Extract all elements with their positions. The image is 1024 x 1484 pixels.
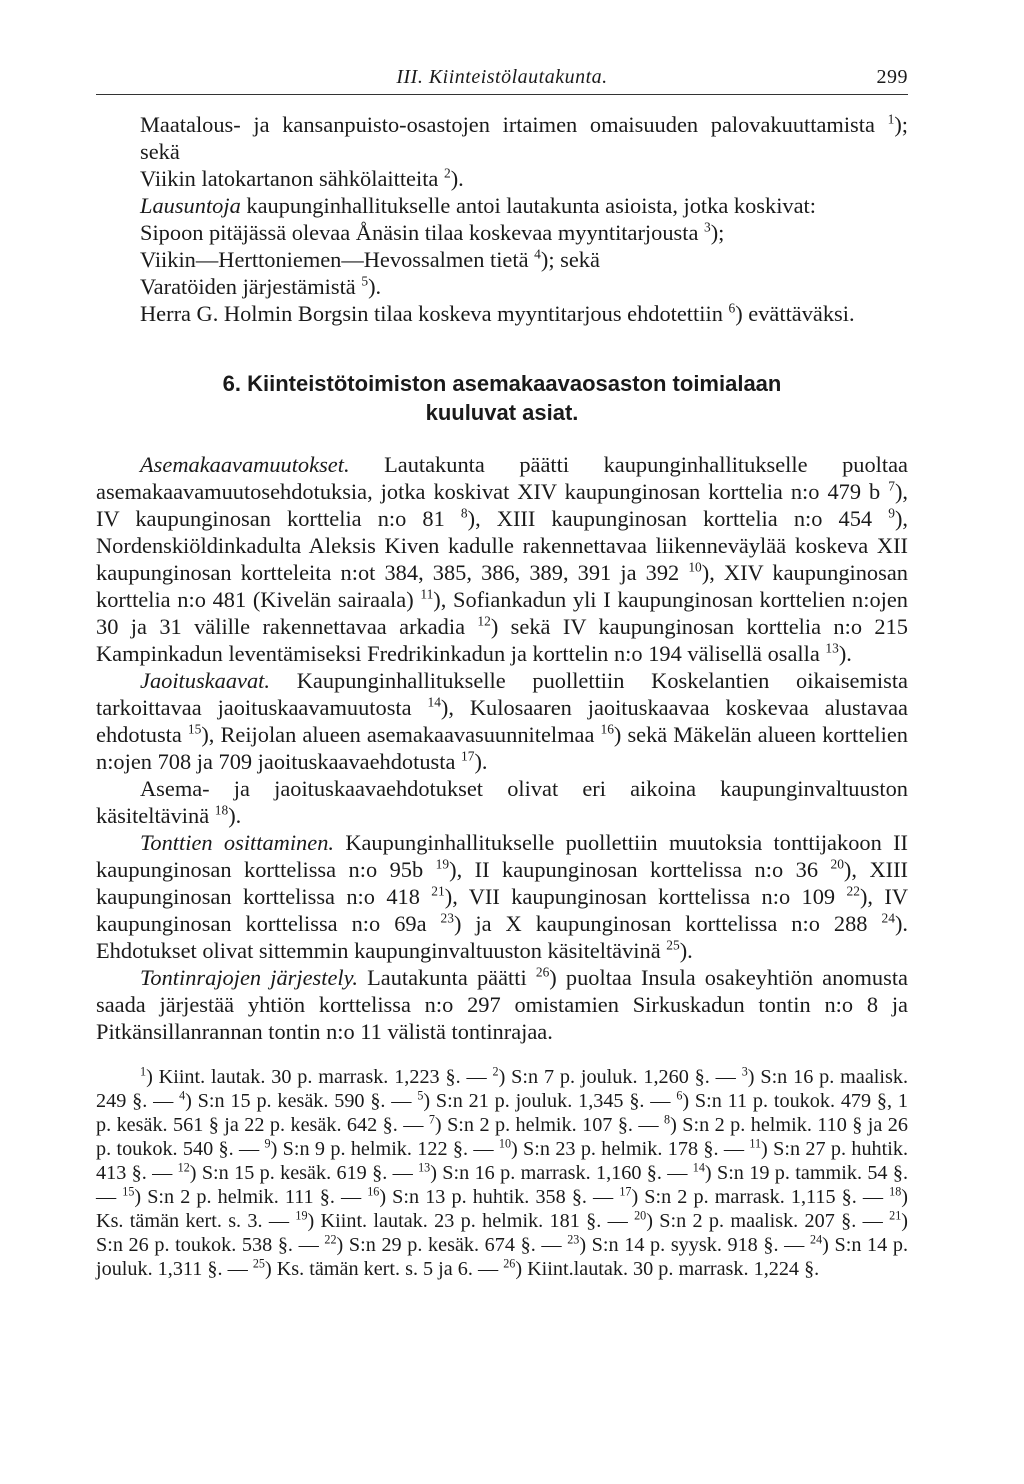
text-run: ), Kulosaaren jaoituskaavaa koskevaa alustavaa ehdotusta	[96, 695, 908, 747]
footnote-ref: 22	[846, 883, 860, 899]
section-heading-line: 6. Kiinteistötoimiston asemakaavaosaston toimialaan	[222, 371, 782, 396]
running-head	[96, 60, 908, 95]
text-run: Kaupunginhallitukselle puollettiin muutoksia tonttijakoon II kaupunginosan korttelissa n:o 95b	[96, 830, 909, 882]
footnote-ref: 24	[810, 1232, 823, 1247]
text-run: ) S:n 2 p. marrask. 1,115 §. —	[631, 1186, 890, 1208]
footnote-ref: 10	[688, 559, 702, 575]
text-run: ) S:n 14 p. jouluk. 1,311 §. —	[96, 1234, 909, 1280]
text-run: ) Ks. tämän kert. s. 3. —	[96, 1186, 908, 1232]
text-run: ); sekä	[140, 112, 908, 164]
footnote-ref: 16	[600, 721, 614, 737]
text-run: ). Ehdotukset olivat sittemmin kaupunginvaltuuston käsiteltävinä	[96, 911, 908, 963]
footnote-ref: 8	[460, 505, 468, 521]
text-run: ), XIII kaupunginosan korttelissa n:o 418	[96, 857, 908, 909]
footnote-ref: 14	[692, 1160, 705, 1175]
footnote-ref: 12	[477, 613, 491, 629]
text-run: ) S:n 11 p. toukok. 479 §, 1 p. kesäk. 561 § ja 22 p. kesäk. 642 §. —	[96, 1090, 908, 1136]
footnote-ref: 10	[498, 1136, 511, 1151]
footnote-ref: 3	[704, 219, 711, 235]
footnote-ref: 15	[122, 1184, 135, 1199]
text-run: ) Kiint. lautak. 23 p. helmik. 181 §. —	[307, 1210, 635, 1232]
footnote-ref: 13	[418, 1160, 431, 1175]
text-run: Viikin—Herttoniemen—Hevossalmen tietä	[140, 247, 535, 272]
text-run: ) S:n 2 p. helmik. 110 § ja 26 p. toukok. 540 §. —	[96, 1114, 908, 1160]
footnote-ref: 8	[664, 1112, 671, 1127]
footnote-ref: 21	[431, 883, 445, 899]
footnote-ref: 16	[367, 1184, 380, 1199]
text-run: ) S:n 14 p. syysk. 918 §. —	[579, 1234, 811, 1256]
text-run: ), IV kaupunginosan korttelia n:o 81	[96, 479, 908, 531]
text-run: ), VII kaupunginosan korttelissa n:o 109	[444, 884, 847, 909]
footnote-ref: 12	[177, 1160, 190, 1175]
footnote-ref: 6	[676, 1088, 683, 1103]
text-run: );	[710, 220, 725, 245]
text-run: ) Kiint. lautak. 30 p. marrask. 1,223 §. —	[146, 1066, 493, 1088]
footnote-ref: 26	[535, 964, 550, 980]
italic-lead: Lausuntoja	[140, 193, 241, 218]
italic-lead: Jaoituskaavat.	[140, 668, 270, 693]
footnote-ref: 18	[889, 1184, 902, 1199]
text-run: ), Nordenskiöldinkadulta Aleksis Kiven kadulle rakennettavaa liikenneväylää koskeva XII kaupunginosan kortteleita n:ot 384, 385, 386, 389, 391 ja 392	[96, 506, 908, 585]
text-run: ) sekä IV kaupunginosan korttelia n:o 215 Kampinkadun leventämiseksi Fredrikinkadun ja korttelin n:o 194 välisellä osalla	[96, 614, 908, 666]
text-run: Asema- ja jaoituskaavaehdotukset olivat eri aikoina kaupunginvaltuuston käsiteltävinä	[96, 776, 908, 828]
text-run: ) S:n 15 p. kesäk. 590 §. —	[185, 1090, 418, 1112]
italic-lead: Tonttien osittaminen.	[140, 830, 334, 855]
footnote-ref: 26	[503, 1256, 516, 1271]
text-run: ) S:n 29 p. kesäk. 674 §. —	[336, 1234, 568, 1256]
footnote-ref: 1	[140, 1064, 147, 1079]
footnote-ref: 17	[619, 1184, 632, 1199]
text-run: ) S:n 2 p. helmik. 111 §. —	[134, 1186, 368, 1208]
text-run: kaupunginhallitukselle antoi lautakunta asioista, jotka koskivat:	[240, 193, 816, 218]
paragraph	[96, 775, 908, 829]
footnote-ref: 6	[728, 300, 736, 316]
text-run: ).	[368, 274, 382, 299]
footnote-ref: 25	[252, 1256, 265, 1271]
footnote-ref: 9	[264, 1136, 271, 1151]
footnote-ref: 2	[492, 1064, 499, 1079]
footnote-ref: 21	[889, 1208, 902, 1223]
italic-lead: Asemakaavamuutokset.	[140, 452, 350, 477]
text-run: ) S:n 16 p. marrask. 1,160 §. —	[430, 1162, 693, 1184]
footnote-ref: 23	[567, 1232, 580, 1247]
text-run: ), XIII kaupunginosan korttelia n:o 454	[467, 506, 889, 531]
text-run: ) S:n 16 p. maalisk. 249 §. —	[96, 1066, 908, 1112]
footnote-ref: 4	[534, 246, 541, 262]
text-run: Kaupunginhallitukselle puollettiin Koskelantien oikaisemista tarkoittavaa jaoituskaavamuutosta	[96, 668, 908, 720]
text-run: ).	[450, 166, 464, 191]
footnote-ref: 19	[295, 1208, 308, 1223]
page-number: 299	[876, 66, 908, 88]
text-run: ), Sofiankadun yli I kaupunginosan korttelien n:ojen 30 ja 31 välille rakennettavaa arkadia	[96, 587, 909, 639]
text-run: ).	[838, 641, 852, 666]
paragraph	[96, 964, 908, 1045]
text-run: ) S:n 9 p. helmik. 122 §. —	[270, 1138, 499, 1160]
paragraph	[96, 192, 908, 219]
text-run: ) evättäväksi.	[735, 301, 855, 326]
text-run: ) S:n 26 p. toukok. 538 §. —	[96, 1210, 908, 1256]
footnote-ref: 7	[428, 1112, 435, 1127]
text-run: ) sekä Mäkelän alueen korttelien n:ojen 708 ja 709 jaoituskaavaehdotusta	[96, 722, 908, 774]
text-run: ) ja X kaupunginosan korttelissa n:o 288	[453, 911, 882, 936]
footnote-ref: 9	[888, 505, 895, 521]
text-run: Varatöiden järjestämistä	[140, 274, 362, 299]
text-run: Herra G. Holmin Borgsin tilaa koskeva myyntitarjous ehdotettiin	[140, 301, 729, 326]
footnote-ref: 2	[443, 165, 451, 181]
text-run: ) puoltaa Insula osakeyhtiön anomusta saada järjestää yhtiön korttelissa n:o 297 omistamien Sirkuskadun tontin n:o 8 ja Pitkänsillanrannan tontin n:o 11 välistä tontinrajaa.	[96, 965, 908, 1044]
footnote-ref: 20	[830, 856, 844, 872]
text-run: ), II kaupunginosan korttelissa n:o 36	[449, 857, 831, 882]
paragraph	[96, 111, 908, 165]
text-run: ) S:n 23 p. helmik. 178 §. —	[511, 1138, 750, 1160]
section-heading-line: kuuluvat asiat.	[425, 400, 579, 425]
text-run: Sipoon pitäjässä olevaa Ånäsin tilaa koskevaa myyntitarjousta	[140, 220, 704, 245]
paragraph	[96, 829, 908, 964]
footnote-ref: 1	[887, 111, 895, 127]
paragraph	[96, 300, 908, 327]
text-run: ) S:n 2 p. maalisk. 207 §. —	[646, 1210, 890, 1232]
text-run: ).	[474, 749, 488, 774]
text-run: ), IV kaupunginosan korttelissa n:o 69a	[96, 884, 908, 936]
text-run: ), Reijolan alueen asemakaavasuunnitelmaa	[201, 722, 601, 747]
footnote-ref: 4	[179, 1088, 186, 1103]
text-run: ) Ks. tämän kert. s. 5 ja 6. —	[264, 1258, 504, 1280]
footnote-block	[96, 1065, 908, 1281]
footnote-ref: 3	[741, 1064, 748, 1079]
footnote-ref: 7	[888, 478, 895, 494]
text-run: ) S:n 19 p. tammik. 54 §. —	[96, 1162, 909, 1208]
paragraph	[96, 246, 908, 273]
footnote-ref: 22	[324, 1232, 337, 1247]
paragraph	[96, 451, 908, 667]
footnote-ref: 18	[214, 802, 229, 818]
text-run: ) S:n 2 p. helmik. 107 §. —	[434, 1114, 665, 1136]
paragraph	[96, 219, 908, 246]
body-text	[96, 111, 908, 1045]
footnote-ref: 25	[666, 937, 680, 953]
footnote-ref: 11	[749, 1136, 762, 1151]
text-run: ) Kiint.lautak. 30 p. marrask. 1,224 §.	[515, 1258, 820, 1280]
footnote-ref: 11	[420, 586, 434, 602]
footnote-ref: 23	[440, 910, 454, 926]
footnote-ref: 14	[427, 694, 441, 710]
footnotes	[96, 1065, 908, 1281]
paragraph	[96, 165, 908, 192]
footnote-ref: 19	[435, 856, 450, 872]
text-run: Lautakunta päätti	[357, 965, 536, 990]
text-run: Viikin latokartanon sähkölaitteita	[140, 166, 444, 191]
text-run: ) S:n 15 p. kesäk. 619 §. —	[189, 1162, 419, 1184]
text-run: ).	[679, 938, 693, 963]
text-run: ) S:n 27 p. huhtik. 413 §. —	[96, 1138, 908, 1184]
footnote-ref: 15	[187, 721, 202, 737]
text-run: Lautakunta päätti kaupunginhallitukselle puoltaa asemakaavamuutosehdotuksia, jotka koskivat XIV kaupunginosan korttelia n:o 479 b	[96, 452, 908, 504]
footnote-ref: 17	[461, 748, 475, 764]
footnote-ref: 5	[417, 1088, 424, 1103]
paragraph	[96, 273, 908, 300]
footnote-ref: 20	[634, 1208, 647, 1223]
text-run: ) S:n 7 p. jouluk. 1,260 §. —	[498, 1066, 742, 1088]
text-run: ), XIV kaupunginosan korttelia n:o 481 (Kivelän sairaala)	[96, 560, 908, 612]
italic-lead: Tontinrajojen järjestely.	[140, 965, 358, 990]
text-run: ).	[228, 803, 242, 828]
section-heading	[96, 369, 908, 427]
footnote-ref: 5	[361, 273, 369, 289]
text-run: ); sekä	[540, 247, 600, 272]
chapter-title: III. Kiinteistölautakunta.	[396, 66, 608, 88]
paragraph	[96, 667, 908, 775]
footnote-ref: 24	[881, 910, 895, 926]
text-run: Maatalous- ja kansanpuisto-osastojen irtaimen omaisuuden palovakuuttamista	[140, 112, 888, 137]
footnote-ref: 13	[825, 640, 839, 656]
text-run: ) S:n 21 p. jouluk. 1,345 §. —	[423, 1090, 677, 1112]
text-run: ) S:n 13 p. huhtik. 358 §. —	[379, 1186, 620, 1208]
